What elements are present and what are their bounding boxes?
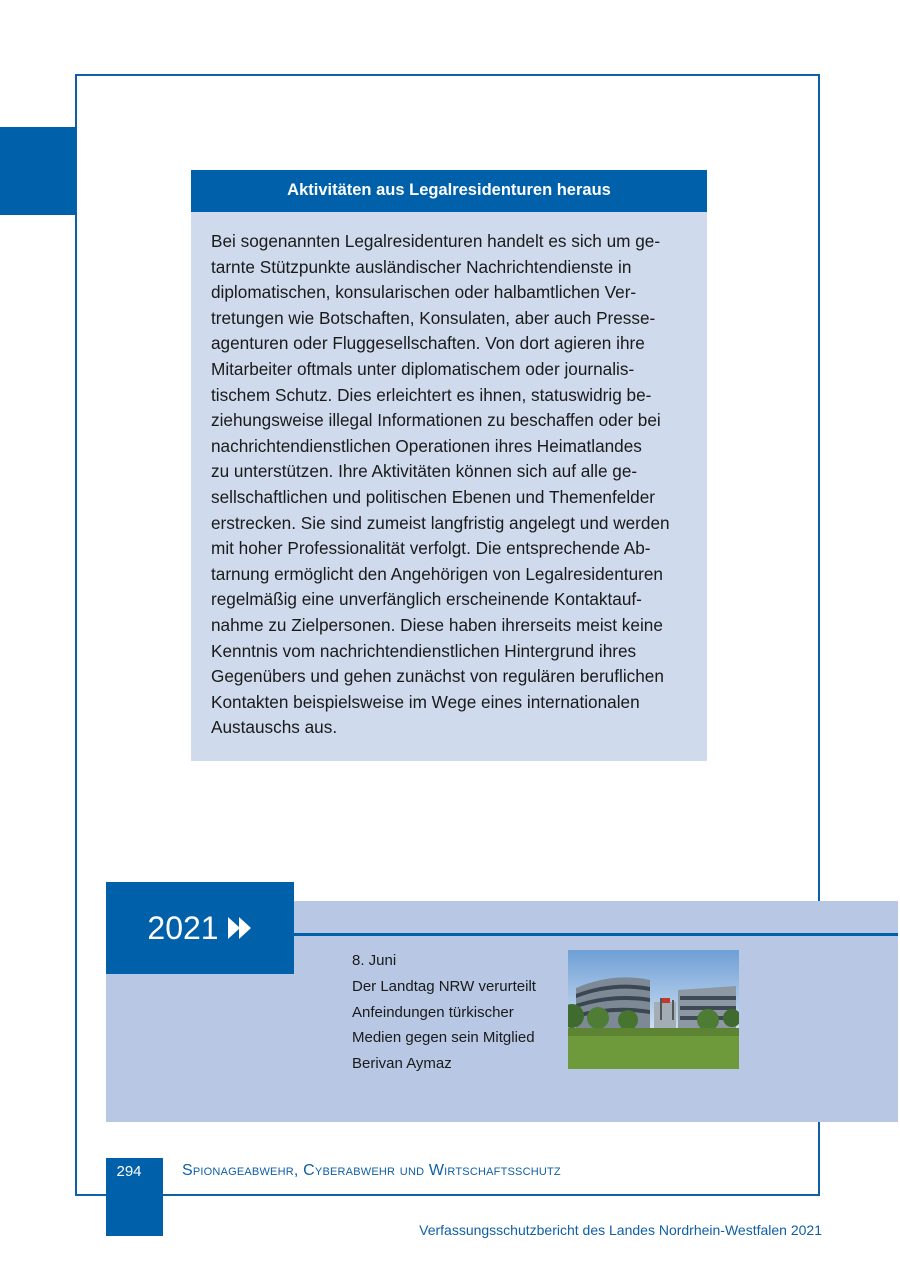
- event-line: Berivan Aymaz: [352, 1055, 452, 1073]
- timeline-rule: [294, 933, 898, 936]
- info-box-line: Gegenübers und gehen zunächst von regulären beruflichen: [211, 666, 664, 687]
- info-box-line: diplomatischen, konsularischen oder halbamtlichen Ver-: [211, 282, 637, 303]
- info-box-line: agenturen oder Fluggesellschaften. Von dort agieren ihre: [211, 333, 645, 354]
- info-box-line: Kenntnis vom nachrichtendienstlichen Hintergrund ihres: [211, 640, 637, 661]
- info-box-line: tretungen wie Botschaften, Konsulaten, aber auch Presse-: [211, 307, 656, 328]
- section-title: Spionageabwehr, Cyberabwehr und Wirtschaftsschutz: [182, 1162, 561, 1179]
- info-box-line: tarnung ermöglicht den Angehörigen von Legalresidenturen: [211, 563, 663, 584]
- info-box: [191, 170, 707, 761]
- landtag-building-photo: [568, 950, 739, 1069]
- info-box-title: Aktivitäten aus Legalresidenturen heraus: [191, 170, 707, 212]
- info-box-line: zu unterstützen. Ihre Aktivitäten können sich auf alle ge-: [211, 461, 638, 482]
- publication-title: Verfassungsschutzbericht des Landes Nordrhein-Westfalen 2021: [419, 1222, 822, 1238]
- side-color-tab: [0, 127, 76, 215]
- timeline-event: [352, 948, 562, 1077]
- info-box-line: regelmäßig eine unverfänglich erscheinende Kontaktauf-: [211, 589, 642, 610]
- info-box-line: tarnte Stützpunkte ausländischer Nachrichtendienste in: [211, 256, 632, 277]
- info-box-line: mit hoher Professionalität verfolgt. Die entsprechende Ab-: [211, 538, 651, 559]
- event-line: Anfeindungen türkischer: [352, 1003, 514, 1021]
- timeline-year-tab: [106, 882, 294, 974]
- info-box-line: Bei sogenannten Legalresidenturen handelt es sich um ge-: [211, 231, 661, 251]
- info-box-line: sellschaftlichen und politischen Ebenen und Themenfelder: [211, 486, 655, 507]
- info-box-line: nahme zu Zielpersonen. Diese haben ihrerseits meist keine: [211, 614, 663, 635]
- double-arrow-right-icon: [227, 916, 253, 940]
- info-box-line: erstrecken. Sie sind zumeist langfristig angelegt und werden: [211, 512, 670, 533]
- info-box-line: tischem Schutz. Dies erleichtert es ihnen, statuswidrig be-: [211, 384, 652, 405]
- info-box-line: nachrichtendienstlichen Operationen ihres Heimatlandes: [211, 435, 642, 456]
- info-box-line: Kontakten beispielsweise im Wege eines internationalen: [211, 691, 640, 712]
- event-line: Medien gegen sein Mitglied: [352, 1029, 535, 1047]
- event-date: 8. Juni: [352, 952, 397, 969]
- info-box-line: Mitarbeiter oftmals unter diplomatischem oder journalis-: [211, 358, 635, 379]
- event-line: Der Landtag NRW verurteilt: [352, 977, 536, 995]
- timeline-year: 2021: [147, 909, 219, 946]
- info-box-line: ziehungsweise illegal Informationen zu beschaffen oder bei: [211, 410, 661, 431]
- info-box-line: Austauschs aus.: [211, 717, 338, 738]
- info-box-body: [191, 212, 707, 741]
- page-number: 294: [116, 1163, 142, 1180]
